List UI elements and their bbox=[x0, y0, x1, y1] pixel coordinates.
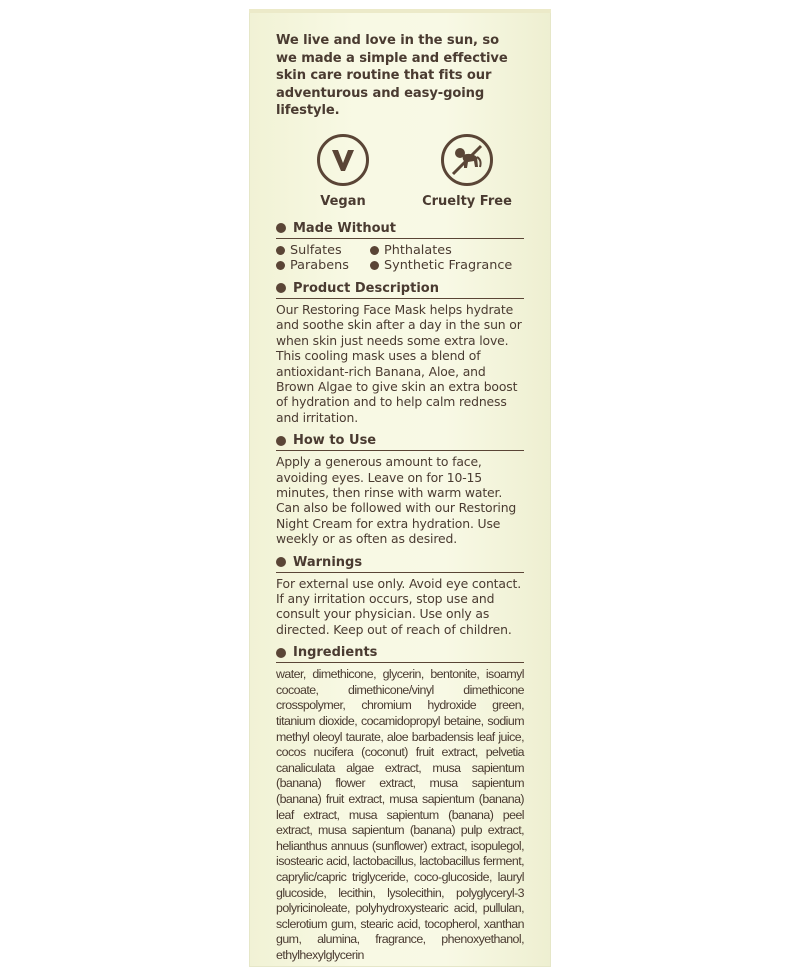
warnings-title: Warnings bbox=[293, 554, 363, 570]
bullet-dot-icon bbox=[276, 648, 286, 658]
product-description-header bbox=[276, 281, 524, 299]
warnings-text: For external use only. Avoid eye contact. If any irritation occurs, stop use and consult your physician. Use only as directed. Keep out of reach of children. bbox=[276, 575, 521, 637]
made-without-title: Made Without bbox=[293, 220, 397, 236]
bullet-dot-icon bbox=[276, 246, 285, 255]
ingredients-header bbox=[276, 645, 524, 663]
label-content bbox=[276, 32, 524, 964]
product-description-title: Product Description bbox=[293, 280, 439, 296]
monkey-icon bbox=[441, 134, 493, 186]
how-to-use-header bbox=[276, 433, 524, 451]
badges-row bbox=[276, 134, 524, 209]
ingredients-title: Ingredients bbox=[293, 645, 378, 661]
cruelty-free-label: Cruelty Free bbox=[422, 193, 512, 209]
bullet-dot-icon bbox=[370, 261, 379, 270]
bullet-dot-icon bbox=[276, 283, 286, 293]
list-item: Phthalates bbox=[370, 243, 524, 258]
intro-text: We live and love in the sun, so we made a simple and effective skin care routine that fits our adventurous and easy-going lifestyle. bbox=[276, 33, 508, 119]
warnings-header bbox=[276, 555, 524, 573]
bullet-dot-icon bbox=[276, 557, 286, 567]
how-to-use-title: How to Use bbox=[293, 433, 377, 449]
cruelty-free-badge bbox=[412, 134, 522, 209]
box-top-edge bbox=[249, 9, 551, 13]
product-description-text: Our Restoring Face Mask helps hydrate and soothe skin after a day in the sun or when skin just needs some extra love. This cooling mask uses a blend of antioxidant-rich Banana, Aloe, and Brown Algae to give skin an extra boost of hydration and to help calm redness and irritation. bbox=[276, 301, 522, 425]
made-without-header bbox=[276, 221, 524, 239]
how-to-use-text: Apply a generous amount to face, avoiding eyes. Leave on for 10-15 minutes, then rinse with warm water. Can also be followed with our Restoring Night Cream for extra hydration. Use weekly or as often as desired. bbox=[276, 454, 517, 547]
bullet-dot-icon bbox=[276, 261, 285, 270]
vegan-label: Vegan bbox=[320, 193, 366, 209]
made-without-list bbox=[276, 243, 524, 273]
vegan-v-icon bbox=[317, 134, 369, 186]
ingredients-text: water, dimethicone, glycerin, bentonite, isoamyl cocoate, dimethicone/vinyl dimethicone crosspolymer, chromium hydroxide green, titanium dioxide, cocamidopropyl betaine, sodium methyl oleoyl taurate, aloe barbadensis leaf juice, cocos nucifera (coconut) fruit extract, pelvetia canaliculata algae extract, musa sapientum (banana) flower extract, musa sapientum (banana) fruit extract, musa sapientum (banana) leaf extract, musa sapientum (banana) peel extract, musa sapientum (banana) pulp extract, helianthus annuus (sunflower) extract, isopulegol, isostearic acid, lactobacillus, lactobacillus ferment, caprylic/capric triglyceride, coco-glucoside, lauryl glucoside, lecithin, lysolecithin, polyglyceryl-3 polyricinoleate, polyhydroxystearic acid, pullulan, sclerotium gum, stearic acid, tocopherol, xanthan gum, alumina, fragrance, phenoxyethanol, ethylhexylglycerin bbox=[276, 667, 524, 962]
list-item: Parabens bbox=[276, 258, 370, 273]
bullet-dot-icon bbox=[370, 246, 379, 255]
list-item: Synthetic Fragrance bbox=[370, 258, 524, 273]
bullet-dot-icon bbox=[276, 223, 286, 233]
vegan-badge bbox=[288, 134, 398, 209]
list-item: Sulfates bbox=[276, 243, 370, 258]
bullet-dot-icon bbox=[276, 436, 286, 446]
